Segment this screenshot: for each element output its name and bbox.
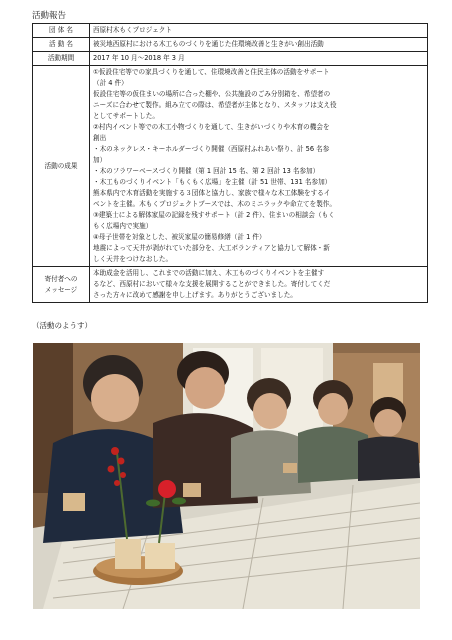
result-line: （計 4 件） xyxy=(93,79,128,87)
result-line: しく天井をつけなおした。 xyxy=(93,255,173,263)
activity-value: 被災地西原村における木工ものづくりを通じた住環境改善と生きがい創出活動 xyxy=(90,38,428,52)
results-label: 活動の成果 xyxy=(33,66,90,267)
message-label-line: 寄付者への xyxy=(44,274,78,283)
message-label xyxy=(33,267,90,303)
message-line: さった方々に改めて感謝を申し上げます。ありがとうございました。 xyxy=(93,291,297,299)
message-line: るなど、西原村において様々な支援を展開することができました。寄付してくだ xyxy=(93,280,331,288)
report-heading: 活動報告 xyxy=(32,11,67,21)
activity-label: 活 動 名 xyxy=(33,38,90,52)
message-line: 本助成金を活用し、これまでの活動に加え、木工ものづくりイベントを主催す xyxy=(93,269,325,277)
result-line: としてサポートした。 xyxy=(93,112,159,120)
message-cell xyxy=(90,267,428,303)
result-line: ③建築士による解体家屋の記録を残すサポート（計 2 件）、住まいの相談会（もく xyxy=(93,211,335,219)
result-line: ・木のネックレス・キーホルダーづくり開催（西原村ふれあい祭り、計 56 名参 xyxy=(93,145,330,153)
result-line: ④母子世帯を対象とした、被災家屋の簡易修繕（計 1 件） xyxy=(93,233,266,241)
row-results xyxy=(33,66,428,267)
result-line: 加） xyxy=(93,156,107,164)
result-line: ・木のフラワーベースづくり開催（第 1 回計 15 名、第 2 回計 13 名参加） xyxy=(93,167,320,175)
result-line: ベントを主催。木もくプロジェクトブースでは、木のミニラックや命立てを製作。 xyxy=(93,200,336,208)
period-label: 活動期間 xyxy=(33,52,90,66)
row-period xyxy=(33,52,428,66)
result-line: ①仮設住宅等での家具づくりを通して、住環境改善と住民主体の活動をサポート xyxy=(93,68,330,76)
row-activity xyxy=(33,38,428,52)
photo-caption: （活動のようす） xyxy=(32,321,92,330)
result-line: ・木工ものづくりイベント「もくもく広場」を主催（計 51 世帯、131 名参加） xyxy=(93,178,332,186)
result-line: 地震によって天井が剥がれていた部分を、大工ボランティアと協力して解体・新 xyxy=(93,244,330,252)
row-group xyxy=(33,24,428,38)
result-line: もく広場内で実施） xyxy=(93,222,153,230)
activity-photo-illustration xyxy=(33,343,420,609)
result-line: 仮設住宅等の仮住まいの場所に合った棚や、公共施設のごみ分別箱を、希望者の xyxy=(93,90,331,98)
result-line: 熊本県内で木育活動を実施する３団体と協力し、家族で様々な木工体験をするイ xyxy=(93,189,331,197)
period-value: 2017 年 10 月～2018 年 3 月 xyxy=(90,52,428,66)
report-table xyxy=(32,23,428,303)
row-message xyxy=(33,267,428,303)
group-value: 西原村木もくプロジェクト xyxy=(90,24,428,38)
group-label: 団 体 名 xyxy=(33,24,90,38)
activity-photo xyxy=(33,343,420,609)
result-line: 創出 xyxy=(93,134,107,142)
results-cell xyxy=(90,66,428,267)
result-line: ニーズに合わせて製作。組み立ての際は、希望者が主体となり、スタッフは支え役 xyxy=(93,101,337,109)
message-label-line: メッセージ xyxy=(44,285,78,294)
result-line: ②村内イベント等での木工小物づくりを通して、生きがいづくりや木育の機会を xyxy=(93,123,330,131)
